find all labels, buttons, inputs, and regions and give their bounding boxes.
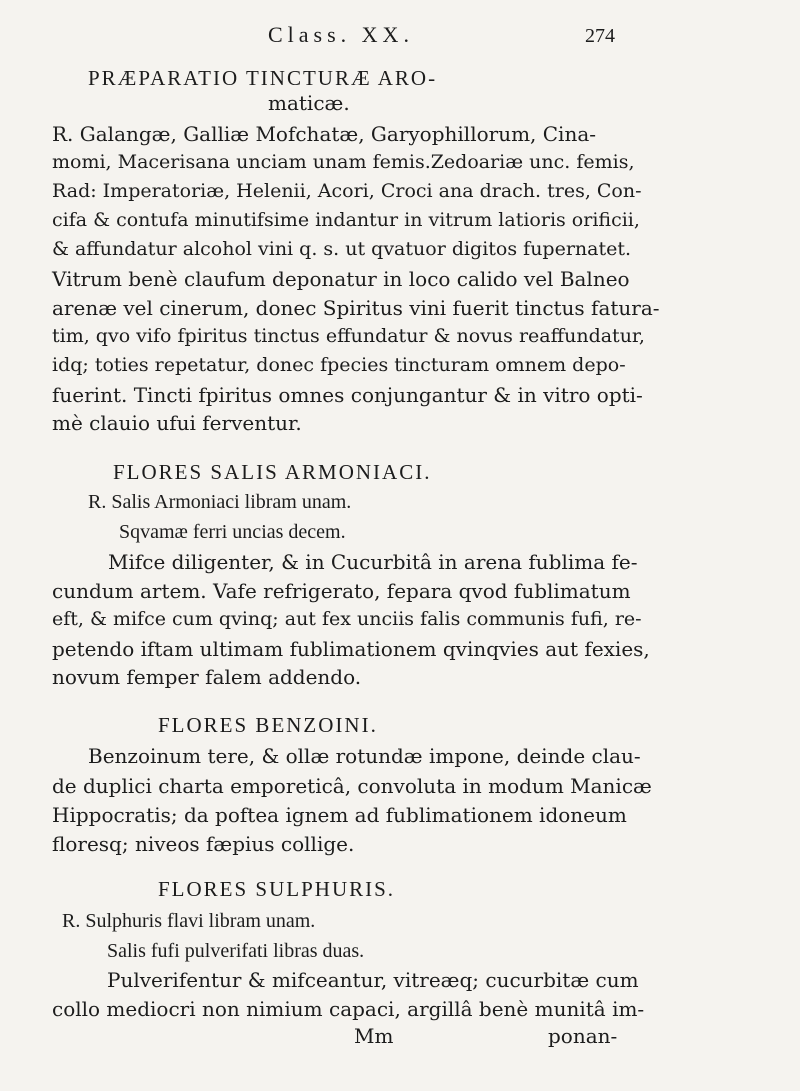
text-line: cifa & contufa minutifsime indantur in vitrum latioris orificii,: [52, 209, 640, 231]
signature-mark: Mm: [354, 1024, 394, 1048]
section-title-tinctura: PRÆPARATIO TINCTURÆ ARO-: [88, 66, 438, 90]
text-line: Sqvamæ ferri uncias decem.: [119, 521, 346, 543]
text-line: novum femper falem addendo.: [52, 665, 362, 689]
text-line: idq; toties repetatur, donec fpecies tincturam omnem depo-: [52, 354, 626, 376]
section-title-flores-sulphuris: FLORES SULPHURIS.: [158, 877, 396, 901]
section-title-flores-benzoini: FLORES BENZOINI.: [158, 713, 378, 737]
text-line: R. Sulphuris flavi libram unam.: [62, 910, 316, 932]
text-line: floresq; niveos fæpius collige.: [52, 832, 355, 856]
text-line: Mifce diligenter, & in Cucurbitâ in arena fublima fe-: [108, 550, 638, 574]
text-line: mè clauio ufui ferventur.: [52, 411, 302, 435]
text-line: cundum artem. Vafe refrigerato, fepara qvod fublimatum: [52, 579, 631, 603]
running-head-class: Class. XX.: [268, 22, 414, 47]
text-line: Salis fufi pulverifati libras duas.: [107, 940, 365, 962]
catchword: ponan-: [548, 1024, 618, 1048]
section-title-flores-salis: FLORES SALIS ARMONIACI.: [113, 460, 432, 484]
text-line: Rad: Imperatoriæ, Helenii, Acori, Croci ana drach. tres, Con-: [52, 180, 642, 202]
text-line: momi, Macerisana unciam unam femis.Zedoariæ unc. femis,: [52, 151, 635, 173]
text-line: & affundatur alcohol vini q. s. ut qvatuor digitos fupernatet.: [52, 238, 632, 260]
text-line: de duplici charta emporeticâ, convoluta in modum Manicæ: [52, 774, 652, 798]
text-line: collo mediocri non nimium capaci, argillâ benè munitâ im-: [52, 997, 645, 1021]
text-line: petendo iftam ultimam fublimationem qvinqvies aut fexies,: [52, 637, 650, 661]
text-line: Pulverifentur & mifceantur, vitreæq; cucurbitæ cum: [107, 968, 639, 992]
page-number: 274: [585, 25, 615, 47]
text-line: Benzoinum tere, & ollæ rotundæ impone, deinde clau-: [88, 744, 641, 768]
text-line: fuerint. Tincti fpiritus omnes conjungantur & in vitro opti-: [52, 383, 643, 407]
text-line: eft, & mifce cum qvinq; aut fex unciis falis communis fufi, re-: [52, 608, 642, 630]
section-title-continuation: maticæ.: [268, 91, 350, 115]
text-line: R. Galangæ, Galliæ Mofchatæ, Garyophillorum, Cina-: [52, 122, 597, 146]
text-line: Vitrum benè claufum deponatur in loco calido vel Balneo: [52, 267, 630, 291]
text-line: arenæ vel cinerum, donec Spiritus vini fuerit tinctus fatura-: [52, 296, 660, 320]
text-line: tim, qvo vifo fpiritus tinctus effundatur & novus reaffundatur,: [52, 325, 645, 347]
text-line: R. Salis Armoniaci libram unam.: [88, 491, 352, 513]
text-line: Hippocratis; da poftea ignem ad fublimationem idoneum: [52, 803, 627, 827]
